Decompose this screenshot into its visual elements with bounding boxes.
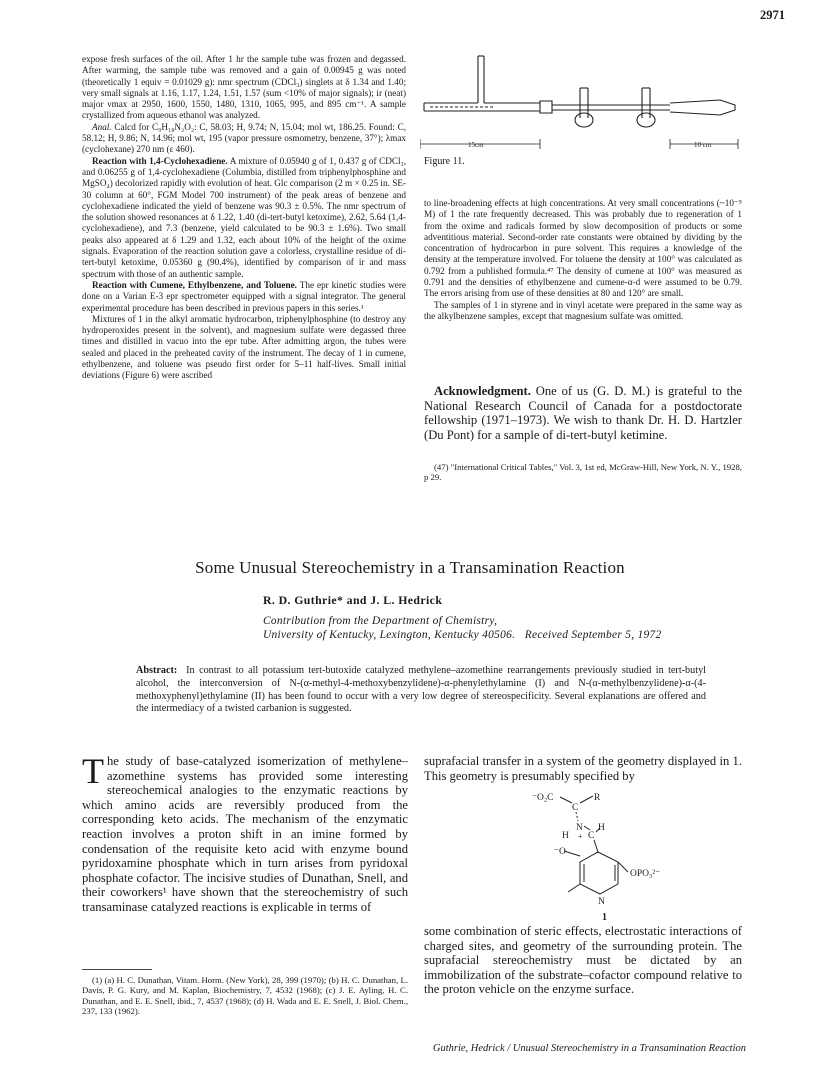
intro-left-column <box>82 751 408 915</box>
article-authors: R. D. Guthrie* and J. L. Hedrick <box>263 593 443 607</box>
intro-right-column-top <box>424 754 742 783</box>
abstract-text: In contrast to all potassium tert-butoxide catalyzed methylene–azomethine rearrangements previously studied in tert-butyl alcohol, the interconversion of N-(α-methyl-4-methoxybenzylidene)-α-phenylethylamine (I) and N-(α-methylbenzylidene)-α-(4-methoxyphenyl)ethylamine (II) has been found to occur with a very low degree of stereospecificity. Several explanations are offered and the intermediacy of a twisted carbanion is suggested. <box>136 665 706 715</box>
anal-label: Anal. <box>92 121 112 132</box>
ch-hydrogen-label: H <box>598 823 605 833</box>
figure-caption: Figure 11. <box>424 156 465 167</box>
imine-carbon-label: C <box>588 831 595 841</box>
heading-cumene: Reaction with Cumene, Ethylbenzene, and Toluene. <box>92 279 297 290</box>
structure-number: 1 <box>602 912 607 920</box>
reference-47 <box>424 462 742 484</box>
affiliation-address: University of Kentucky, Lexington, Kentucky 40506. <box>263 629 516 641</box>
intro-right-column-bottom <box>424 924 742 997</box>
affiliation-line-2 <box>263 628 662 642</box>
received-date: Received September 5, 1972 <box>524 629 662 641</box>
left-column-experimental <box>82 54 406 382</box>
r-group-label: R <box>594 793 601 803</box>
paragraph-broadening: to line-broadening effects at high concentrations. At very small concentrations (~10⁻⁵ M) of 1 the rate frequently decreased. This was probably due to regeneration of 1 from the oxime and radicals formed by slow decomposition of products or some adventitious material. Second-order rate constants were obtained by dividing by the concentration of hydrocarbon in pure solvent. This requires a knowledge of the density at the temperature involved. For toluene the density at 100° was calculated as 0.792 from a published formula.⁴⁷ The density of cumene at 100° was measured as 0.791 and the densities of ethylbenzene and cumene-α-d were assumed to be 0.79. The errors arising from use of these densities at 80 and 120° are small. <box>424 198 742 299</box>
right-column-experimental <box>424 198 742 322</box>
alpha-carbon-label: C <box>572 803 579 813</box>
imine-nitrogen-label: N <box>576 823 583 833</box>
anal-text: Calcd for C₉H₁₈N₂O₂: C, 58.03; H, 9.74; N, 15.04; mol wt, 186.25. Found: C, 58.12; H, 9.86; N, 14.96; mol wt, 195 (vapor pressure osmometry, benzene, 37°); λmax (cyclohexane) 270 nm (ε 460). <box>82 121 406 155</box>
abstract <box>136 665 706 716</box>
structure-1-diagram <box>518 788 688 920</box>
affiliation <box>263 614 662 642</box>
paragraph-cyclohexadiene <box>82 156 406 280</box>
paragraph-styrene: The samples of 1 in styrene and in vinyl acetate were prepared in the same way as the alkylbenzene samples, except that magnesium sulfate was omitted. <box>424 299 742 321</box>
phosphate-label: OPO₃²⁻ <box>630 869 661 879</box>
dim-right-label: 10 cm <box>694 141 712 149</box>
footnote-1-text: (1) (a) H. C. Dunathan, Vitam. Horm. (New York), 28, 399 (1970); (b) H. C. Dunathan, L. Davis, P. G. Kury, and M. Kaplan, Biochemistry, 7, 4532 (1968); (c) J. E. Ayling, H. C. Dunathan, and E. E. Snell, ibid., 7, 4537 (1968); (d) H. Wada and E. E. Snell, J. Biol. Chem., 237, 133 (1962). <box>82 975 408 1017</box>
right-continuation-text: some combination of steric effects, electrostatic interactions of charged sites, and geometry of the surrounding protein. The suprafacial stereochemistry must be dictated by an immobilization of the substrate–cofactor compound relative to the proton vehicle on the enzyme surface. <box>424 924 742 997</box>
heading-cyclohexadiene: Reaction with 1,4-Cyclohexadiene. <box>92 155 228 166</box>
running-footer: Guthrie, Hedrick / Unusual Stereochemistry in a Transamination Reaction <box>432 1043 746 1054</box>
paragraph-oil: expose fresh surfaces of the oil. After 1 hr the sample tube was frozen and degassed. After warming, the sample tube was removed and a gain of 0.00945 g was noted (theoretically 1 equiv = 0.01029 g): nmr spectrum (CDCl₃) singlets at δ 1.34 and 1.40; very small signals at 1.16, 1.17, 1.24, 1.51, 1.57 (sum <10% of major signals); ir (neat) major νmax at 2950, 1600, 1550, 1480, 1310, 1065, 995, and 895 cm⁻¹. A sample crystallized from aqueous ethanol was analyzed. <box>82 54 406 121</box>
paragraph-analysis <box>82 122 406 156</box>
dim-left-label: 15cm <box>468 141 484 149</box>
paragraph-cumene <box>82 280 406 314</box>
plus-charge-label: + <box>578 832 583 841</box>
acknowledgment-text: One of us (G. D. M.) is grateful to the National Research Council of Canada for a postdoctorate fellowship (1971–1973). We wish to thank Dr. H. D. Hartzler (Du Pont) for a sample of di-tert-butyl ketimine. <box>424 384 743 442</box>
ring-nitrogen-label: N <box>598 897 605 907</box>
figure-11-apparatus <box>420 48 745 158</box>
footnote-rule <box>82 969 152 970</box>
cumene-text: The epr kinetic studies were done on a Varian E-3 epr spectrometer equipped with a signal integrator. The general experimental procedure has been described in previous papers in this series.¹ <box>82 279 406 313</box>
affiliation-line-1: Contribution from the Department of Chemistry, <box>263 615 498 627</box>
carboxylate-label: ⁻O₂C <box>532 793 554 803</box>
phenoxide-label: ⁻O <box>554 847 566 857</box>
intro-text: he study of base-catalyzed isomerization of methylene–azomethine systems has provided some interesting stereochemical analogies to the enzymatic reactions by which amino acids are reversibly produced from the corresponding keto acids. The mechanism of the enzymatic reaction involves a proton shift in an imine formed by condensation of the requisite keto acid with enzyme bound pyridoxamine phosphate which in turn arises from pyridoxal phosphate cofactor. The incisive studies of Dunathan, Snell, and their coworkers¹ have shown that the stereochemistry of such transaminase catalyzed reactions is explicable in terms of <box>82 754 408 914</box>
right-intro-text: suprafacial transfer in a system of the geometry displayed in 1. This geometry is presumably specified by <box>424 754 742 783</box>
footnote-1 <box>82 975 408 1018</box>
cyclohexadiene-text: A mixture of 0.05940 g of 1, 0.437 g of CDCl₃, and 0.06255 g of 1,4-cyclohexadiene (Columbia, distilled from triphenylphosphine and MgSO₄) decolorized rapidly with evolution of heat. Glc comparison (2 m × 0.25 in. SE-30 column at 60°, FGM Model 700 instrument) of the peak areas of benzene and cyclohexadiene indicated the yield of benzene was 90.3 ± 0.5%. The nmr spectrum of the solution showed resonances at δ 1.22, 1.40 (di-tert-butyl ketoxime), 2.62, 5.64 (1,4-cyclohexadiene), and 7.3 (benzene, yield calculated to be 90.3 ± 1.6%). Two small peaks also appeared at δ 1.29 and 1.32, each about 10% of the height of the oxime signals. Evaporation of the reaction solution gave a colorless, crystalline residue of di-tert-butyl ketoxime, 0.05360 g (90.4%), identified by comparison of ir and mass spectrum with those of an authentic sample. <box>82 155 407 279</box>
acknowledgment <box>424 384 742 442</box>
abstract-label: Abstract: <box>136 665 178 676</box>
paragraph-mixtures: Mixtures of 1 in the alkyl aromatic hydrocarbon, triphenylphosphine (to destroy any hydroperoxides present in the solvent), and magnesium sulfate were degassed three times and distilled in vacuo into the epr tube. After admitting argon, the tubes were sealed and placed in the preheated cavity of the instrument. The decay of 1 in cumene, ethylbenzene, and toluene was pseudo first order for 5–11 half-lives. Small initial deviations (Figure 6) were ascribed <box>82 313 406 381</box>
reference-47-text: (47) "International Critical Tables," Vol. 3, 1st ed, McGraw-Hill, New York, N. Y., 1928, p 29. <box>424 462 742 483</box>
drop-cap: T <box>82 751 104 791</box>
article-title: Some Unusual Stereochemistry in a Transamination Reaction <box>195 558 625 577</box>
nh-hydrogen-label: H <box>562 831 569 841</box>
acknowledgment-heading: Acknowledgment. <box>434 384 531 398</box>
page-number: 2971 <box>760 8 785 22</box>
